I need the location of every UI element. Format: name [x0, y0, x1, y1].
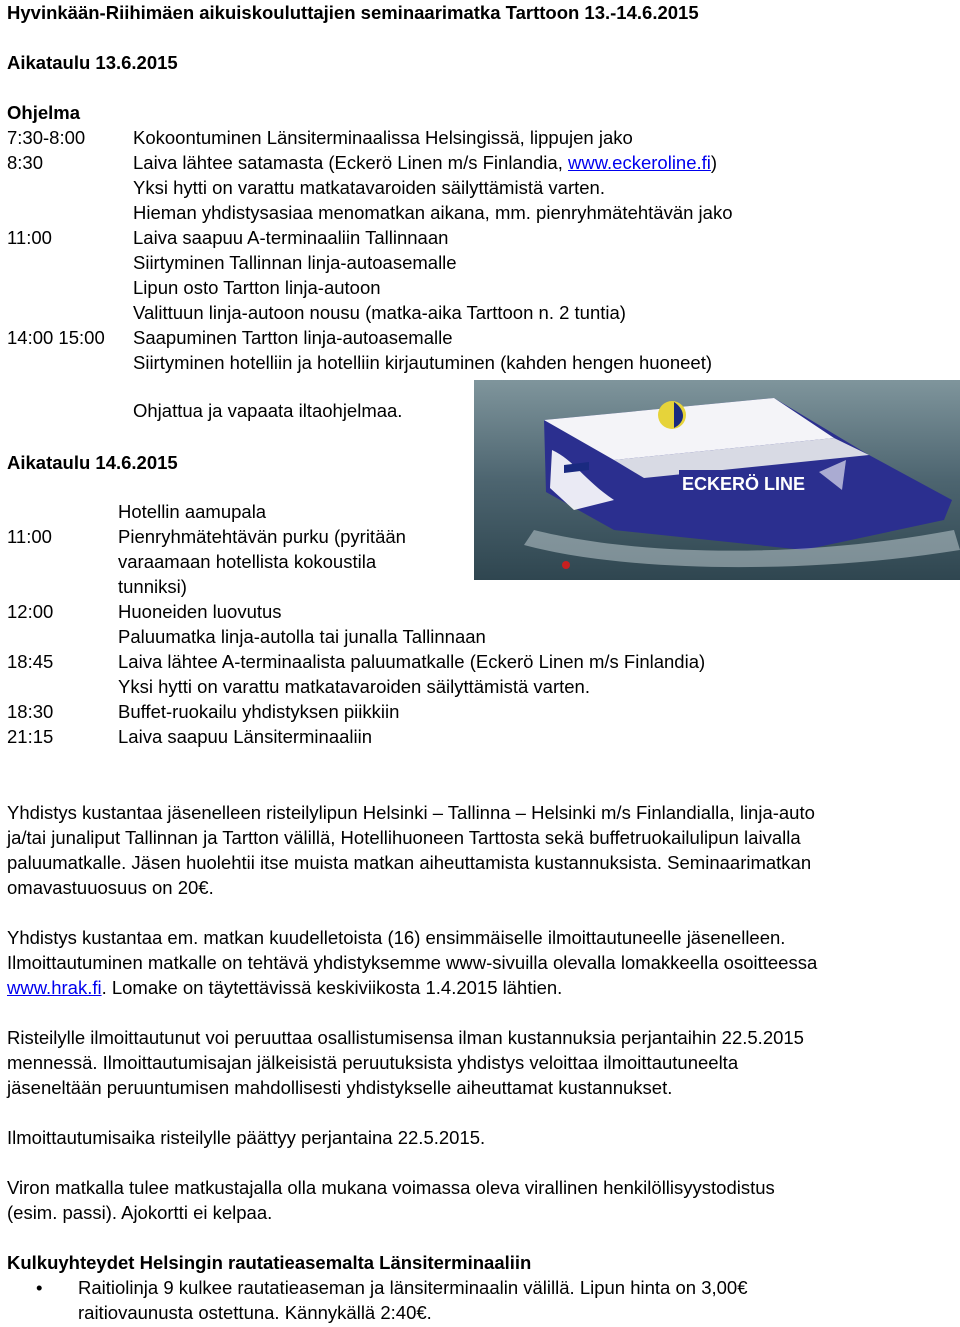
paragraph-deadline: Ilmoittautumisaika risteilylle päättyy perjantaina 22.5.2015.	[7, 1127, 486, 1148]
paragraph-cancellation: Risteilylle ilmoittautunut voi peruuttaa osallistumisensa ilman kustannuksia perjantaihin 22.5.2015 mennessä. Ilmoittautumisajan jälkeisistä peruutuksista yhdistys veloittaa ilmoittautuneelta jäseneltään peruuntumisen mahdollisesti yhdistykselle aiheuttamat kustannukset.	[7, 1027, 804, 1098]
schedule-row: 7:30-8:00 Kokoontuminen Länsiterminaalissa Helsingissä, lippujen jako	[7, 127, 633, 148]
schedule-row: Paluumatka linja-autolla tai junalla Tallinnaan	[118, 626, 486, 647]
day1-schedule	[7, 125, 957, 375]
ferry-photo	[474, 380, 960, 580]
schedule-row: Yksi hytti on varattu matkatavaroiden säilyttämistä varten.	[118, 676, 590, 697]
schedule-row: Siirtyminen Tallinnan linja-autoasemalle	[133, 252, 457, 273]
ship-logo-text: ECKERÖ LINE	[682, 474, 806, 494]
paragraph-id-document: Viron matkalla tulee matkustajalla olla mukana voimassa oleva virallinen henkilöllisyystodistus (esim. passi). Ajokortti ei kelpaa.	[7, 1177, 775, 1223]
transport-heading: Kulkuyhteydet Helsingin rautatieasemalta Länsiterminaaliin	[7, 1252, 532, 1273]
schedule-row: 11:00 Pienryhmätehtävän purku (pyritään	[7, 526, 406, 547]
document-title: Hyvinkään-Riihimäen aikuiskouluttajien seminaarimatka Tarttoon 13.-14.6.2015	[7, 2, 699, 23]
day2-heading: Aikataulu 14.6.2015	[7, 452, 178, 473]
schedule-row: Yksi hytti on varattu matkatavaroiden säilyttämistä varten.	[133, 177, 605, 198]
schedule-row: 11:00 Laiva saapuu A-terminaaliin Tallinnaan	[7, 227, 449, 248]
day1-heading: Aikataulu 13.6.2015	[7, 52, 178, 73]
schedule-row: Hotellin aamupala	[118, 501, 267, 522]
schedule-row: 21:15 Laiva saapuu Länsiterminaaliin	[7, 726, 373, 747]
schedule-row: Hieman yhdistysasiaa menomatkan aikana, mm. pienryhmätehtävän jako	[133, 202, 733, 223]
schedule-row: 14:00 15:00 Saapuminen Tartton linja-autoasemalle	[7, 327, 453, 348]
bullet-icon: •	[36, 1277, 43, 1298]
schedule-row: 12:00 Huoneiden luovutus	[7, 601, 282, 622]
schedule-row: 18:30 Buffet-ruokailu yhdistyksen piikkiin	[7, 701, 400, 722]
program-heading: Ohjelma	[7, 102, 80, 123]
schedule-row: varaamaan hotellista kokoustila	[118, 551, 377, 572]
schedule-row: 18:45 Laiva lähtee A-terminaalista paluumatkalle (Eckerö Linen m/s Finlandia)	[7, 651, 706, 672]
paragraph-costs: Yhdistys kustantaa jäsenelleen risteilylipun Helsinki – Tallinna – Helsinki m/s Finlandialla, linja-auto ja/tai junaliput Tallinnan ja Tartton välillä, Hotellihuoneen Tarttosta sekä buffetruokailulipun laivalla paluumatkalle. Jäsen huolehtii itse muista matkan aiheuttamista kustannuksista. Seminaarimatkan omavastuuosuus on 20€.	[7, 802, 815, 898]
paragraph-registration: Yhdistys kustantaa em. matkan kuudelletoista (16) ensimmäiselle ilmoittautuneelle jäsenelleen. Ilmoittautuminen matkalle on tehtävä yhdistyksemme www-sivuilla olevalla lomakkeella osoitteessa www.hrak.fi. Lomake on täytettävissä keskiviikosta 1.4.2015 lähtien.	[7, 927, 818, 998]
schedule-row: 8:30 Laiva lähtee satamasta (Eckerö Linen m/s Finlandia, www.eckeroline.fi)	[7, 152, 718, 173]
buoy	[562, 561, 570, 569]
hrak-link[interactable]: www.hrak.fi	[7, 977, 102, 998]
transport-list-item: • Raitiolinja 9 kulkee rautatieaseman ja länsiterminaalin välillä. Lipun hinta on 3,00€ raitiovaunusta ostettuna. Kännykällä 2:40€.	[36, 1277, 748, 1323]
schedule-row: tunniksi)	[118, 576, 187, 597]
schedule-row: Lipun osto Tartton linja-autoon	[133, 277, 381, 298]
schedule-row: Valittuun linja-autoon nousu (matka-aika Tarttoon n. 2 tuntia)	[133, 302, 626, 323]
schedule-row: Siirtyminen hotelliin ja hotelliin kirjautuminen (kahden hengen huoneet)	[133, 352, 712, 373]
eckeroline-link[interactable]: www.eckeroline.fi	[567, 152, 711, 173]
